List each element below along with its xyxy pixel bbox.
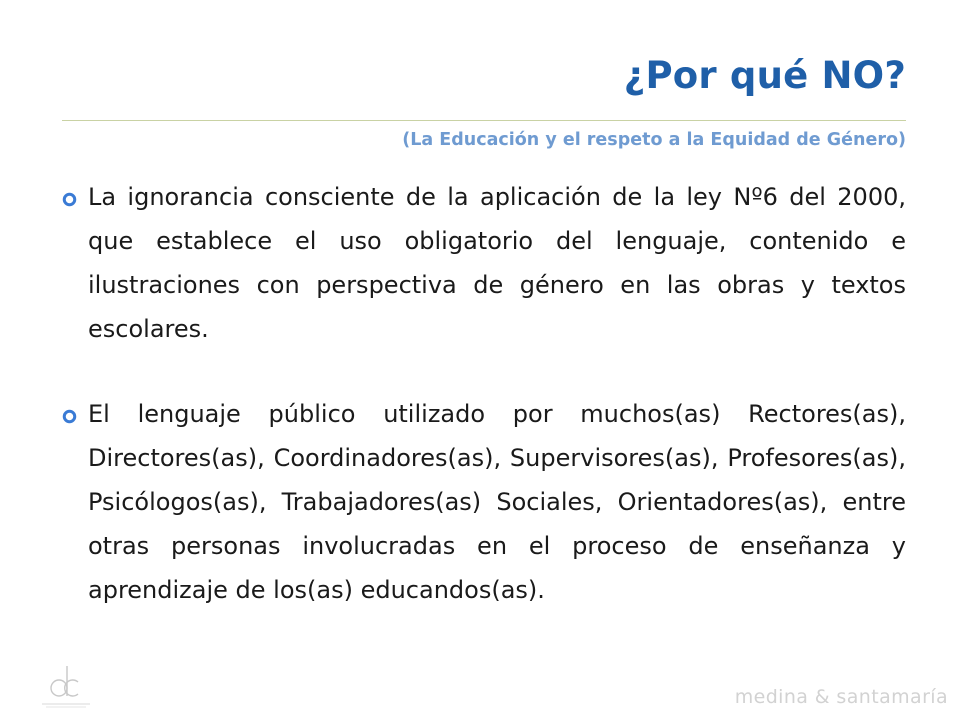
slide-title: ¿Por qué NO?: [623, 54, 906, 97]
bullet-item-language: [60, 392, 906, 612]
bullet-text: La ignorancia consciente de la aplicación de la ley Nº6 del 2000, que establece el uso obligatorio del lenguaje, contenido e ilustraciones con perspectiva de género en las obras y textos escolares.: [88, 183, 906, 343]
title-divider: [62, 120, 906, 121]
dc-monogram-logo: [38, 662, 94, 710]
ring-bullet-icon: [62, 409, 77, 424]
slide-subtitle: (La Educación y el respeto a la Equidad de Género): [402, 130, 906, 150]
bullet-list: [60, 175, 906, 612]
bullet-item-law: [60, 175, 906, 351]
ring-bullet-icon: [62, 192, 77, 207]
footer-credit: medina & santamaría: [734, 686, 948, 708]
bullet-text: El lenguaje público utilizado por muchos(as) Rectores(as), Directores(as), Coordinadores(as), Supervisores(as), Profesores(as), Psicólogos(as), Trabajadores(as) Sociales, Orientadores(as), entre otras personas involucradas en el proceso de enseñanza y aprendizaje de los(as) educandos(as).: [88, 400, 906, 604]
